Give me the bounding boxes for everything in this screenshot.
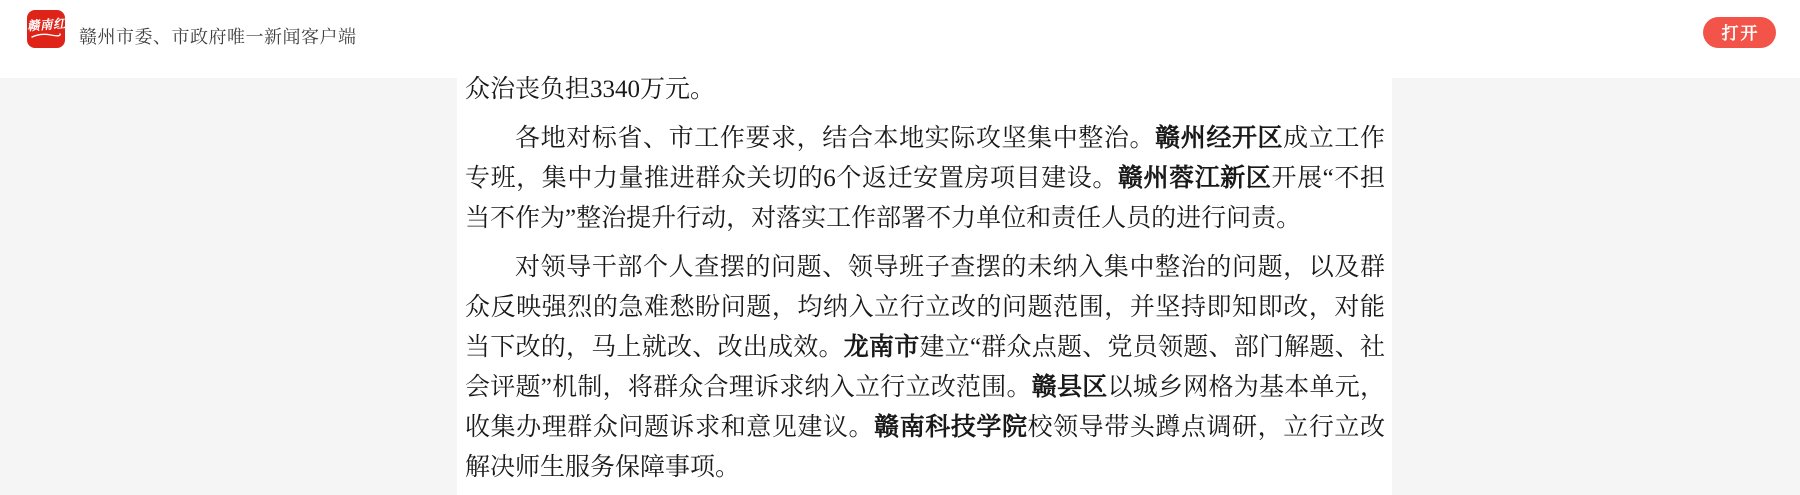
article-panel	[457, 70, 1392, 495]
entity-name-bold: 龙南市	[843, 334, 920, 361]
entity-name-bold: 赣县区	[1031, 374, 1108, 401]
logo-flourish-icon	[31, 32, 61, 39]
entity-name-bold: 赣州经开区	[1155, 125, 1284, 152]
article-paragraph	[465, 70, 1385, 110]
entity-name-bold: 赣州蓉江新区	[1117, 165, 1272, 192]
entity-name-bold: 赣南科技学院	[874, 414, 1028, 441]
app-tagline: 赣州市委、市政府唯一新闻客户端	[79, 27, 357, 47]
text-segment: 众治丧负担3340万元。	[465, 76, 716, 103]
text-segment: 各地对标省、市工作要求，结合本地实际攻坚集中整治。	[515, 125, 1156, 152]
app-logo-text: 赣南红	[26, 16, 66, 34]
app-logo[interactable]	[27, 10, 65, 48]
article-body	[465, 70, 1385, 488]
page-background	[0, 78, 1800, 495]
text-segment: 对领导干部个人查摆的问题、领导班子查摆的未纳入集中整治的问题，以及群众反映强烈的急难愁盼问题，均纳入立行立改的问题范围，并坚持即知即改，对能当下改的，马上就改、改出成效。	[465, 254, 1385, 361]
open-app-button[interactable]: 打开	[1703, 17, 1776, 48]
text-segment: 以城乡网格为基本单元，收集办理群众问题诉求和意见建议。	[465, 374, 1385, 441]
article-paragraph	[465, 119, 1385, 239]
text-segment: 校领导带头蹲点调研，立行立改解决师生服务保障事项。	[465, 414, 1385, 481]
app-banner	[0, 0, 1800, 78]
text-segment: 建立“群众点题、党员领题、部门解题、社会评题”机制，将群众合理诉求纳入立行立改范围。	[465, 334, 1385, 401]
text-segment: 开展“不担当不作为”整治提升行动，对落实工作部署不力单位和责任人员的进行问责。	[465, 165, 1385, 232]
text-segment: 成立工作专班，集中力量推进群众关切的6个返迁安置房项目建设。	[465, 125, 1385, 192]
article-paragraph	[465, 248, 1385, 488]
